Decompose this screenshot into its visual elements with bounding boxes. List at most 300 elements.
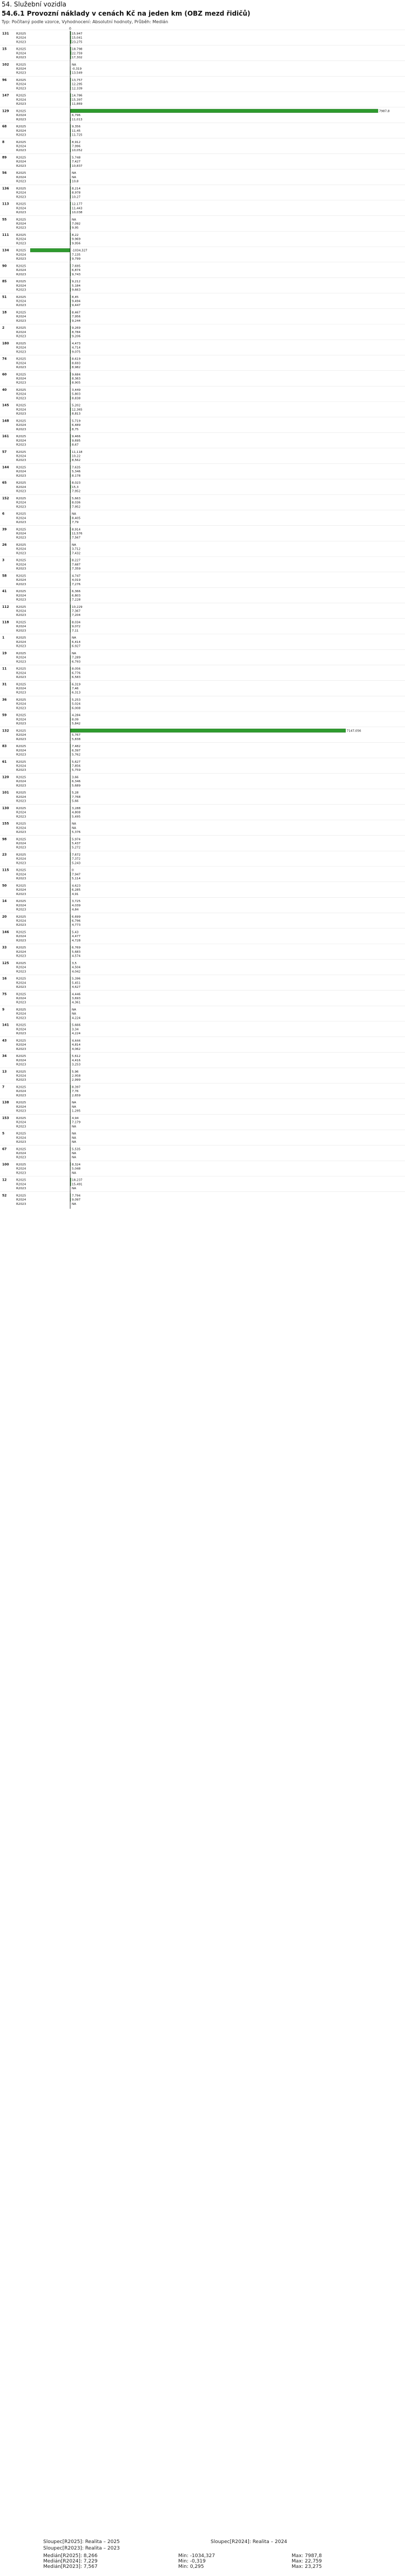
data-label: 5,748 bbox=[72, 156, 81, 160]
data-label: NA bbox=[72, 1105, 77, 1109]
data-label: 12,177 bbox=[72, 202, 83, 206]
series-label: R2024 bbox=[16, 811, 26, 815]
data-label: NA bbox=[72, 63, 77, 67]
group-label: 125 bbox=[2, 961, 9, 965]
series-label: R2023 bbox=[16, 350, 26, 354]
data-label: NA bbox=[72, 1202, 77, 1206]
series-label: R2025 bbox=[16, 1086, 26, 1089]
series-label: R2023 bbox=[16, 1141, 26, 1144]
series-label: R2023 bbox=[16, 939, 26, 943]
chart-footer bbox=[0, 2537, 405, 2570]
data-label: 6,769 bbox=[72, 946, 81, 950]
data-label: 7,204 bbox=[72, 614, 81, 618]
data-label: 9,244 bbox=[72, 319, 81, 323]
series-label: R2024 bbox=[16, 842, 26, 845]
series-label: R2024 bbox=[16, 455, 26, 458]
series-label: R2023 bbox=[16, 40, 26, 44]
series-label: R2025 bbox=[16, 94, 26, 98]
data-label: 13,757 bbox=[72, 79, 83, 82]
series-label: R2024 bbox=[16, 67, 26, 71]
series-label: R2025 bbox=[16, 1070, 26, 1074]
data-label: 6,313 bbox=[72, 691, 81, 695]
series-label: R2023 bbox=[16, 412, 26, 416]
series-label: R2024 bbox=[16, 346, 26, 350]
series-label: R2023 bbox=[16, 521, 26, 524]
series-label: R2024 bbox=[16, 191, 26, 195]
series-label: R2025 bbox=[16, 1055, 26, 1059]
data-label: 8,023 bbox=[72, 482, 81, 485]
group-label: 14 bbox=[2, 899, 7, 904]
group-label: 3 bbox=[2, 558, 5, 562]
data-label: -1034,327 bbox=[72, 249, 87, 253]
data-label: 11,443 bbox=[72, 207, 83, 211]
group-label: 115 bbox=[2, 868, 9, 872]
series-label: R2023 bbox=[16, 722, 26, 726]
series-label: R2025 bbox=[16, 156, 26, 160]
data-label: 8,45 bbox=[72, 295, 79, 299]
data-label: 5,842 bbox=[72, 722, 81, 726]
data-label: NA bbox=[72, 822, 77, 826]
series-label: R2025 bbox=[16, 234, 26, 237]
series-label: R2024 bbox=[16, 935, 26, 939]
series-label: R2023 bbox=[16, 366, 26, 369]
series-label: R2023 bbox=[16, 737, 26, 741]
data-label: 5,612 bbox=[72, 1055, 81, 1059]
data-label: NA bbox=[72, 826, 77, 830]
series-label: R2025 bbox=[16, 202, 26, 206]
series-label: R2024 bbox=[16, 424, 26, 428]
legend-entry-r2025: Sloupec[R2025]: Realita – 2025 bbox=[43, 2539, 120, 2545]
data-label: 10,038 bbox=[72, 211, 83, 214]
series-label: R2025 bbox=[16, 110, 26, 113]
series-label: R2023 bbox=[16, 924, 26, 927]
data-label: 5,243 bbox=[72, 862, 81, 865]
series-label: R2023 bbox=[16, 846, 26, 850]
data-label: 6,319 bbox=[72, 683, 81, 687]
data-label: NA bbox=[72, 544, 77, 547]
data-label: 15,397 bbox=[72, 98, 83, 102]
series-label: R2023 bbox=[16, 273, 26, 276]
axis-zero-label: 0 bbox=[69, 27, 71, 31]
data-label: 5,437 bbox=[72, 842, 81, 845]
data-label: 22,759 bbox=[72, 52, 83, 56]
data-label: 7987,8 bbox=[379, 110, 390, 113]
series-label: R2023 bbox=[16, 459, 26, 463]
data-label: 6,583 bbox=[72, 676, 81, 679]
series-label: R2023 bbox=[16, 660, 26, 664]
data-label: 12,295 bbox=[72, 83, 83, 86]
data-label: 8,467 bbox=[72, 311, 81, 315]
data-label: 6,776 bbox=[72, 672, 81, 675]
data-label: 7,276 bbox=[72, 582, 81, 586]
data-label: 3,253 bbox=[72, 1063, 81, 1067]
group-label: 134 bbox=[2, 248, 9, 253]
data-label: 4,361 bbox=[72, 1001, 81, 1005]
data-label: NA bbox=[72, 1012, 77, 1016]
group-label: 57 bbox=[2, 450, 7, 454]
series-label: R2025 bbox=[16, 357, 26, 361]
data-label: 4,039 bbox=[72, 904, 81, 907]
data-label: NA bbox=[72, 1132, 77, 1136]
data-label: 4,444 bbox=[72, 1039, 81, 1043]
data-label: 7,672 bbox=[72, 853, 81, 857]
group-label: 155 bbox=[2, 822, 9, 826]
group-label: 83 bbox=[2, 744, 7, 749]
group-label: 89 bbox=[2, 155, 7, 160]
series-label: R2024 bbox=[16, 470, 26, 474]
series-label: R2024 bbox=[16, 501, 26, 505]
series-label: R2025 bbox=[16, 760, 26, 764]
data-label: 9,743 bbox=[72, 273, 81, 276]
group-label: 146 bbox=[2, 930, 9, 934]
series-label: R2024 bbox=[16, 392, 26, 396]
data-label: NA bbox=[72, 512, 77, 516]
group-label: 61 bbox=[2, 760, 7, 764]
series-label: R2023 bbox=[16, 614, 26, 618]
group-label: 40 bbox=[2, 388, 7, 392]
data-label: 8,056 bbox=[72, 667, 81, 671]
data-label: 8,397 bbox=[72, 1086, 81, 1089]
series-label: R2024 bbox=[16, 826, 26, 830]
data-label: 7,432 bbox=[72, 552, 81, 555]
series-label: R2023 bbox=[16, 1079, 26, 1082]
series-label: R2025 bbox=[16, 280, 26, 284]
series-label: R2023 bbox=[16, 908, 26, 912]
series-label: R2025 bbox=[16, 295, 26, 299]
series-label: R2023 bbox=[16, 1156, 26, 1160]
stat-median-r2024: Medián[R2024]: 7,229 bbox=[43, 2559, 98, 2564]
data-label: 1,295 bbox=[72, 1109, 81, 1113]
series-label: R2023 bbox=[16, 892, 26, 896]
data-label: 7,794 bbox=[72, 1194, 81, 1198]
group-label: 75 bbox=[2, 992, 7, 996]
series-label: R2023 bbox=[16, 629, 26, 633]
data-label: 7,695 bbox=[72, 265, 81, 268]
data-label: 4,224 bbox=[72, 1016, 81, 1020]
series-label: R2023 bbox=[16, 954, 26, 958]
series-label: R2025 bbox=[16, 776, 26, 779]
data-label: NA bbox=[72, 1008, 77, 1012]
data-label: 8,619 bbox=[72, 357, 81, 361]
group-label: 98 bbox=[2, 837, 7, 842]
data-label: 4,224 bbox=[72, 1032, 81, 1036]
series-label: R2023 bbox=[16, 381, 26, 385]
group-label: 16 bbox=[2, 977, 7, 981]
data-label: 15,3 bbox=[72, 485, 79, 489]
data-label: 10,229 bbox=[72, 605, 83, 609]
series-label: R2024 bbox=[16, 672, 26, 675]
data-label: 5,683 bbox=[72, 950, 81, 954]
group-label: 6 bbox=[2, 512, 5, 516]
series-label: R2024 bbox=[16, 160, 26, 164]
legend-entry-r2024: Sloupec[R2024]: Realita – 2024 bbox=[211, 2539, 287, 2545]
series-label: R2025 bbox=[16, 48, 26, 51]
series-label: R2024 bbox=[16, 1183, 26, 1187]
series-label: R2025 bbox=[16, 1194, 26, 1198]
data-label: 9,447 bbox=[72, 304, 81, 308]
data-label: 7,179 bbox=[72, 1121, 81, 1124]
data-label: 4,808 bbox=[72, 811, 81, 815]
data-label: 4,84 bbox=[72, 908, 79, 912]
data-label: 4,019 bbox=[72, 579, 81, 582]
data-label: 8,034 bbox=[72, 621, 81, 625]
series-label: R2024 bbox=[16, 609, 26, 613]
series-label: R2023 bbox=[16, 986, 26, 989]
data-label: 17,302 bbox=[72, 56, 83, 59]
series-label: R2025 bbox=[16, 590, 26, 594]
data-label: 5,024 bbox=[72, 702, 81, 706]
group-label: 138 bbox=[2, 1101, 9, 1105]
series-label: R2023 bbox=[16, 1125, 26, 1129]
series-label: R2025 bbox=[16, 373, 26, 377]
series-label: R2024 bbox=[16, 1167, 26, 1171]
group-label: 67 bbox=[2, 1147, 7, 1151]
group-label: 51 bbox=[2, 295, 7, 299]
series-label: R2024 bbox=[16, 734, 26, 737]
data-label: 14,786 bbox=[72, 94, 83, 98]
group-label: 11 bbox=[2, 667, 7, 671]
data-label: 5,762 bbox=[72, 753, 81, 757]
group-label: 180 bbox=[2, 341, 9, 345]
group-label: 100 bbox=[2, 1163, 9, 1167]
data-label: 11,576 bbox=[72, 532, 83, 535]
series-label: R2023 bbox=[16, 1032, 26, 1036]
series-label: R2025 bbox=[16, 621, 26, 625]
data-label: 6,285 bbox=[72, 889, 81, 892]
series-label: R2025 bbox=[16, 1178, 26, 1182]
series-label: R2025 bbox=[16, 265, 26, 268]
series-label: R2024 bbox=[16, 780, 26, 784]
bar bbox=[70, 109, 378, 113]
data-label: 8,75 bbox=[72, 428, 79, 431]
data-label: 8,838 bbox=[72, 397, 81, 401]
group-label: 26 bbox=[2, 543, 7, 547]
data-label: 4,504 bbox=[72, 966, 81, 970]
series-label: R2024 bbox=[16, 1074, 26, 1078]
data-label: 7,768 bbox=[72, 795, 81, 799]
stat-max-r2023: Max: 23,275 bbox=[292, 2564, 322, 2570]
group-label: 147 bbox=[2, 93, 9, 98]
series-label: R2025 bbox=[16, 977, 26, 981]
data-label: 7,372 bbox=[72, 857, 81, 861]
series-label: R2025 bbox=[16, 574, 26, 578]
data-label: 5,184 bbox=[72, 284, 81, 288]
data-label: 7,956 bbox=[72, 315, 81, 319]
series-label: R2025 bbox=[16, 140, 26, 144]
data-label: 5,114 bbox=[72, 877, 81, 881]
series-label: R2023 bbox=[16, 56, 26, 59]
series-label: R2023 bbox=[16, 970, 26, 974]
data-label: 5,767 bbox=[72, 734, 81, 737]
series-label: R2024 bbox=[16, 222, 26, 226]
series-label: R2025 bbox=[16, 667, 26, 671]
group-label: 50 bbox=[2, 884, 7, 888]
data-label: 7,135 bbox=[72, 253, 81, 257]
series-label: R2025 bbox=[16, 605, 26, 609]
data-label: 5,451 bbox=[72, 981, 81, 985]
series-label: R2023 bbox=[16, 753, 26, 757]
series-label: R2024 bbox=[16, 563, 26, 567]
group-label: 23 bbox=[2, 853, 7, 857]
data-label: NA bbox=[72, 172, 77, 175]
series-label: R2025 bbox=[16, 729, 26, 733]
series-label: R2023 bbox=[16, 428, 26, 431]
stat-max-r2024: Max: 22,759 bbox=[292, 2559, 322, 2564]
data-label: 9,95 bbox=[72, 226, 79, 230]
series-label: R2024 bbox=[16, 238, 26, 241]
series-label: R2023 bbox=[16, 319, 26, 323]
data-label: 7,46 bbox=[72, 687, 79, 690]
data-label: 8,178 bbox=[72, 474, 81, 478]
data-label: 10,8 bbox=[72, 180, 79, 184]
bar bbox=[70, 729, 346, 733]
series-label: R2023 bbox=[16, 691, 26, 695]
series-label: R2023 bbox=[16, 582, 26, 586]
series-label: R2025 bbox=[16, 822, 26, 826]
series-label: R2025 bbox=[16, 512, 26, 516]
data-label: 2,958 bbox=[72, 1074, 81, 1078]
data-label: 9,075 bbox=[72, 350, 81, 354]
data-label: 4,284 bbox=[72, 714, 81, 717]
series-label: R2025 bbox=[16, 806, 26, 810]
series-label: R2023 bbox=[16, 505, 26, 509]
series-label: R2023 bbox=[16, 149, 26, 153]
group-label: 15 bbox=[2, 47, 7, 51]
data-label: 9,466 bbox=[72, 435, 81, 439]
data-label: 4,446 bbox=[72, 993, 81, 996]
data-label: 8,67 bbox=[72, 443, 79, 447]
series-label: R2025 bbox=[16, 1116, 26, 1120]
group-label: 5 bbox=[2, 1131, 5, 1136]
data-label: 4,477 bbox=[72, 935, 81, 939]
series-label: R2024 bbox=[16, 764, 26, 768]
data-label: 0 bbox=[72, 869, 74, 872]
data-label: 18,798 bbox=[72, 48, 83, 51]
series-label: R2024 bbox=[16, 1090, 26, 1094]
data-label: 5,666 bbox=[72, 1023, 81, 1027]
series-label: R2024 bbox=[16, 300, 26, 303]
data-label: 9,956 bbox=[72, 242, 81, 246]
data-label: 8,562 bbox=[72, 459, 81, 463]
series-label: R2025 bbox=[16, 714, 26, 717]
series-label: R2024 bbox=[16, 1059, 26, 1062]
data-label: 4,574 bbox=[72, 954, 81, 958]
series-label: R2025 bbox=[16, 931, 26, 934]
data-label: NA bbox=[72, 1171, 77, 1175]
data-label: 10,22 bbox=[72, 455, 81, 458]
data-label: 4,042 bbox=[72, 970, 81, 974]
series-label: R2023 bbox=[16, 598, 26, 602]
data-label: 6,489 bbox=[72, 424, 81, 428]
series-label: R2025 bbox=[16, 915, 26, 919]
data-label: 5,759 bbox=[72, 769, 81, 772]
data-label: 5,28 bbox=[72, 791, 79, 795]
data-label: 6,414 bbox=[72, 640, 81, 644]
series-label: R2023 bbox=[16, 1016, 26, 1020]
series-label: R2025 bbox=[16, 79, 26, 82]
series-label: R2023 bbox=[16, 1001, 26, 1005]
data-label: 6,008 bbox=[72, 707, 81, 710]
series-label: R2025 bbox=[16, 311, 26, 315]
series-label: R2023 bbox=[16, 1109, 26, 1113]
data-label: 7,567 bbox=[72, 536, 81, 540]
data-label: 7,996 bbox=[72, 145, 81, 148]
group-label: 59 bbox=[2, 713, 7, 717]
series-label: R2023 bbox=[16, 226, 26, 230]
group-label: 131 bbox=[2, 31, 9, 36]
series-label: R2024 bbox=[16, 547, 26, 551]
data-label: 6,796 bbox=[72, 114, 81, 118]
series-label: R2023 bbox=[16, 133, 26, 137]
series-label: R2024 bbox=[16, 517, 26, 520]
data-label: 5,719 bbox=[72, 419, 81, 423]
data-label: 10,052 bbox=[72, 149, 83, 153]
data-label: 7,952 bbox=[72, 505, 81, 509]
data-label: 5,535 bbox=[72, 1148, 81, 1151]
data-label: 9,356 bbox=[72, 125, 81, 129]
data-label: 4,623 bbox=[72, 884, 81, 888]
group-label: 9 bbox=[2, 1008, 5, 1012]
data-label: 4,627 bbox=[72, 986, 81, 989]
series-label: R2024 bbox=[16, 579, 26, 582]
data-label: NA bbox=[72, 1156, 77, 1160]
data-label: 5,96 bbox=[72, 1070, 79, 1074]
data-label: 5,346 bbox=[72, 470, 81, 474]
data-label: 2,659 bbox=[72, 1094, 81, 1097]
data-label: 5,376 bbox=[72, 831, 81, 834]
series-label: R2024 bbox=[16, 52, 26, 56]
data-label: 5,66 bbox=[72, 799, 79, 803]
series-label: R2023 bbox=[16, 211, 26, 214]
series-label: R2023 bbox=[16, 536, 26, 540]
data-label: 3,288 bbox=[72, 806, 81, 810]
group-label: 141 bbox=[2, 1023, 9, 1027]
data-label: 7147,056 bbox=[347, 729, 361, 733]
series-label: R2024 bbox=[16, 1152, 26, 1155]
series-label: R2024 bbox=[16, 1121, 26, 1124]
group-label: 36 bbox=[2, 698, 7, 702]
series-label: R2023 bbox=[16, 195, 26, 199]
group-label: 153 bbox=[2, 1116, 9, 1120]
data-label: 4,416 bbox=[72, 1059, 81, 1062]
series-label: R2025 bbox=[16, 1023, 26, 1027]
series-label: R2025 bbox=[16, 1148, 26, 1151]
series-label: R2023 bbox=[16, 645, 26, 648]
data-label: NA bbox=[72, 1136, 77, 1140]
data-label: -0,319 bbox=[72, 67, 82, 71]
data-label: 6,366 bbox=[72, 590, 81, 594]
group-label: 130 bbox=[2, 806, 9, 810]
series-label: R2023 bbox=[16, 815, 26, 819]
data-label: 10,837 bbox=[72, 164, 83, 168]
series-label: R2023 bbox=[16, 443, 26, 447]
data-label: 4,91 bbox=[72, 892, 79, 896]
group-label: 52 bbox=[2, 1194, 7, 1198]
series-label: R2024 bbox=[16, 950, 26, 954]
series-label: R2024 bbox=[16, 330, 26, 334]
data-label: 15,491 bbox=[72, 1183, 83, 1187]
series-label: R2023 bbox=[16, 1187, 26, 1191]
series-label: R2025 bbox=[16, 993, 26, 996]
data-label: NA bbox=[72, 218, 77, 222]
data-label: NA bbox=[72, 636, 77, 640]
group-label: 145 bbox=[2, 403, 9, 408]
series-label: R2024 bbox=[16, 269, 26, 273]
series-label: R2023 bbox=[16, 769, 26, 772]
data-label: 3,5 bbox=[72, 961, 77, 965]
series-label: R2024 bbox=[16, 981, 26, 985]
data-label: 7,367 bbox=[72, 609, 81, 613]
